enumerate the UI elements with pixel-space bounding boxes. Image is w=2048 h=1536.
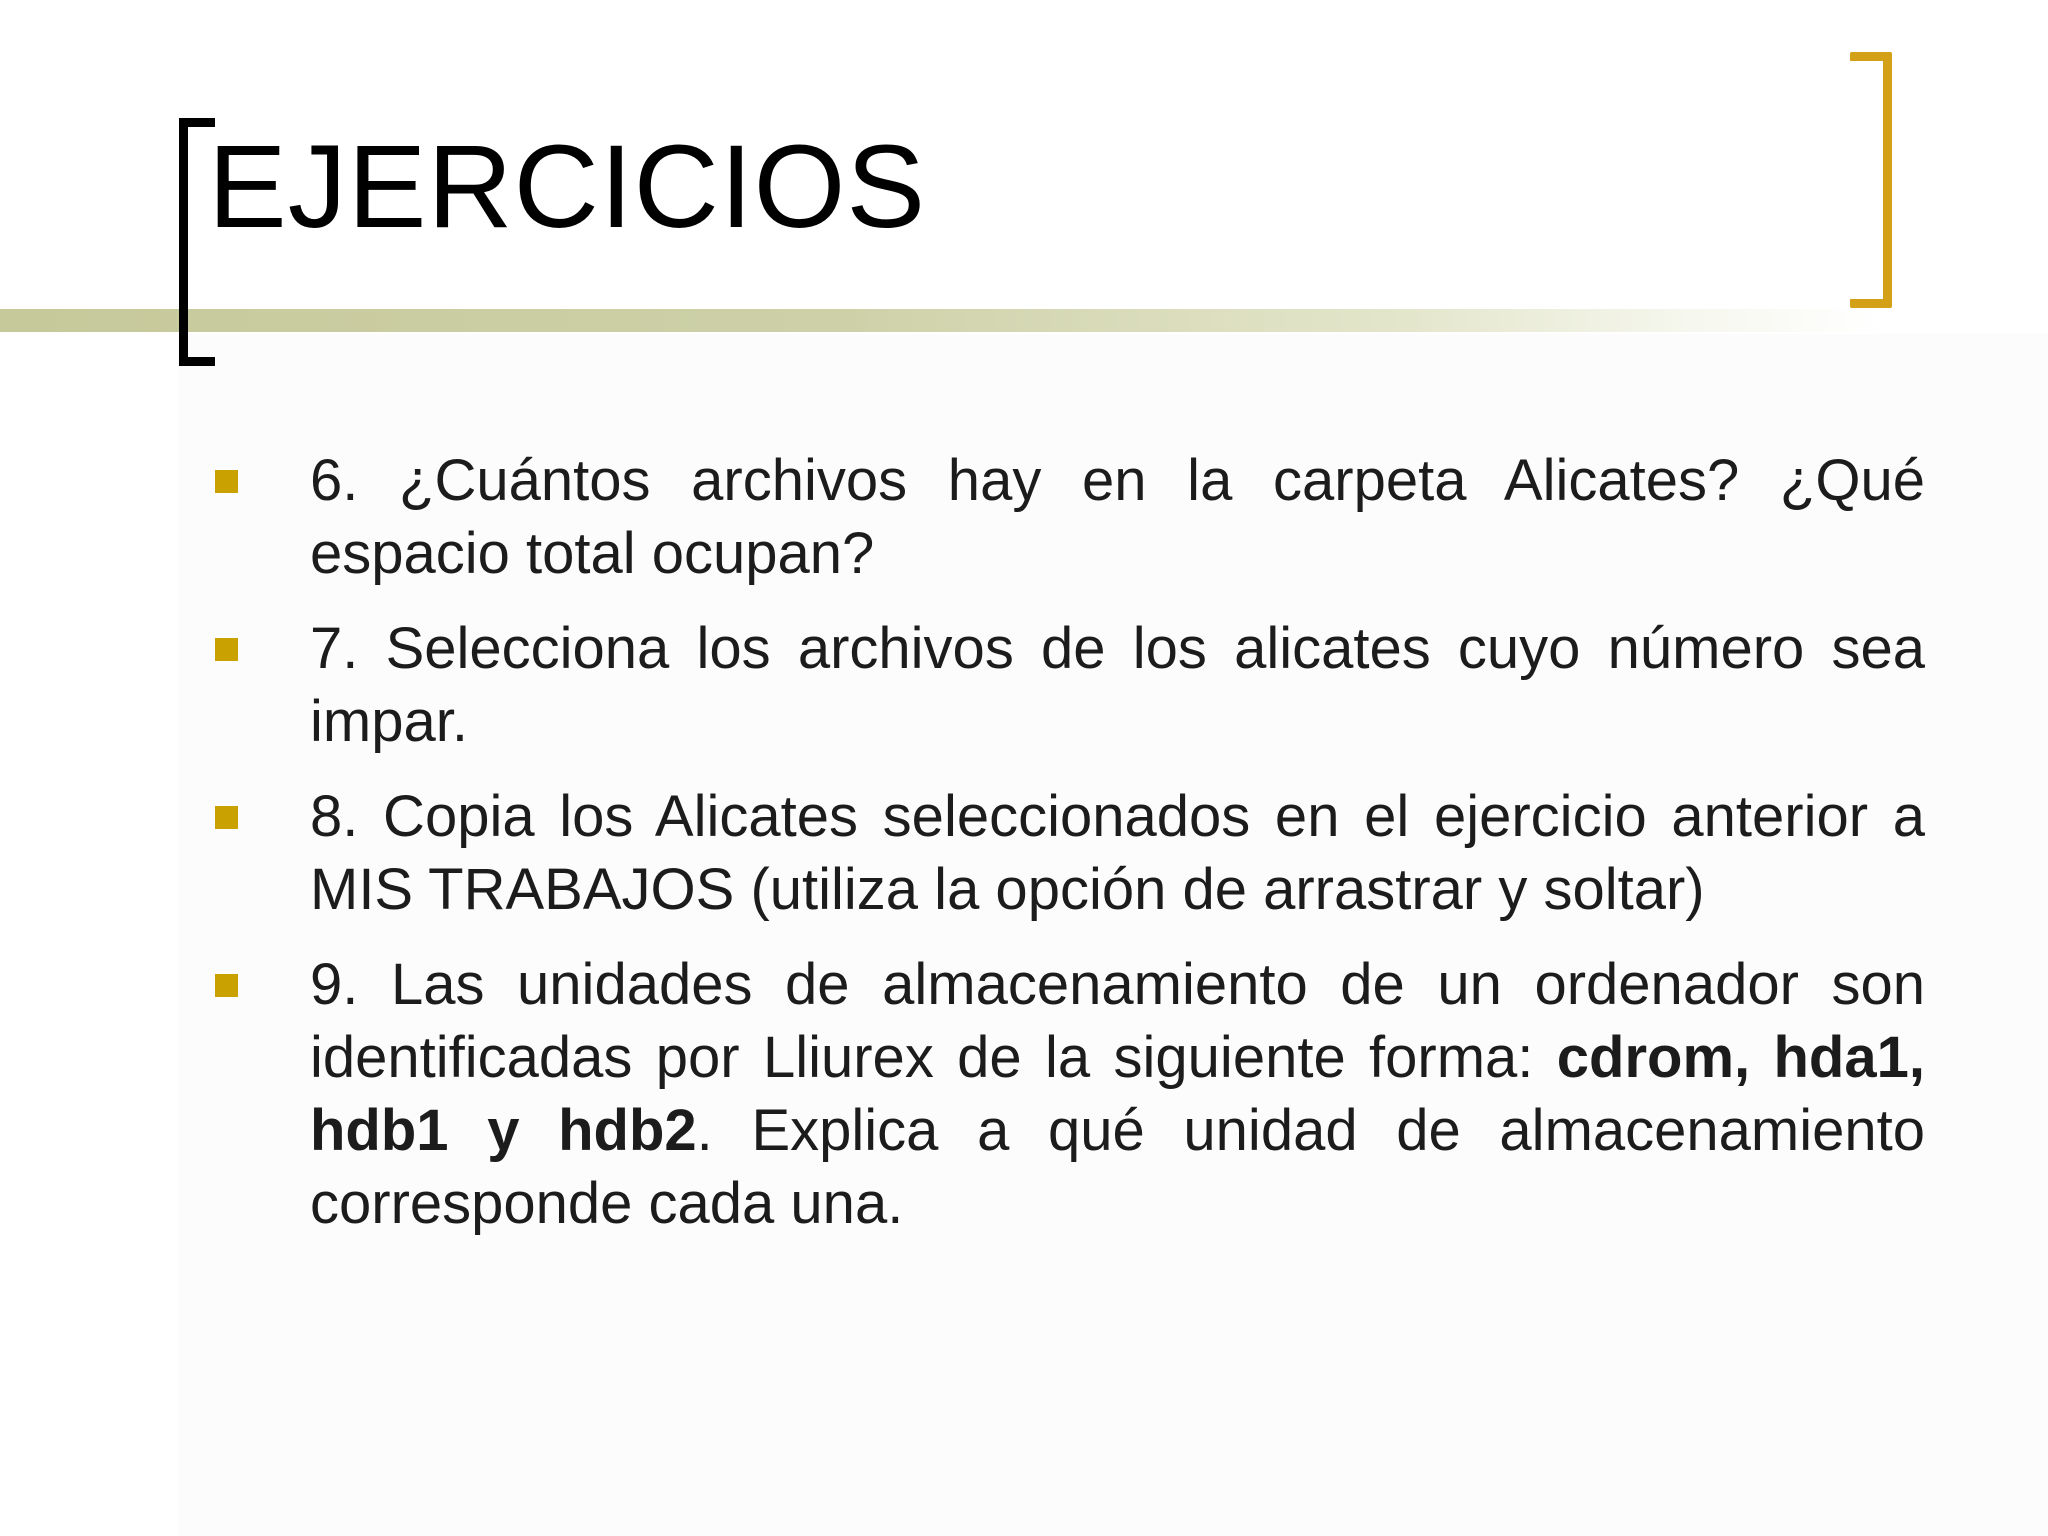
slide-title: EJERCICIOS (208, 121, 927, 253)
exercise-text-after: . Explica a qué unidad de almacenamiento corresponde cada una. (310, 1098, 1925, 1236)
device-names-bold: cdrom, hda1, hdb1 y hdb2 (310, 1025, 1925, 1163)
exercise-item-9 (215, 948, 1925, 1240)
right-bracket-decoration (1850, 52, 1892, 308)
exercise-item-6 (215, 444, 1925, 590)
exercise-text: 6. ¿Cuántos archivos hay en la carpeta Alicates? ¿Qué espacio total ocupan? (310, 448, 1925, 586)
exercise-item-7 (215, 612, 1925, 758)
exercise-list (215, 444, 1925, 1262)
square-bullet-icon (215, 806, 238, 829)
exercise-text (310, 948, 1925, 1240)
title-underline-band (0, 309, 1880, 332)
exercise-text-before: 9. Las unidades de almacenamiento de un ordenador son identificadas por Lliurex de la siguiente forma: (310, 952, 1925, 1090)
square-bullet-icon (215, 974, 238, 997)
square-bullet-icon (215, 470, 238, 493)
exercise-text: 7. Selecciona los archivos de los alicates cuyo número sea impar. (310, 616, 1925, 754)
exercise-text: 8. Copia los Alicates seleccionados en el ejercicio anterior a MIS TRABAJOS (utiliza la opción de arrastrar y soltar) (310, 784, 1925, 922)
exercise-item-8 (215, 780, 1925, 926)
square-bullet-icon (215, 638, 238, 661)
